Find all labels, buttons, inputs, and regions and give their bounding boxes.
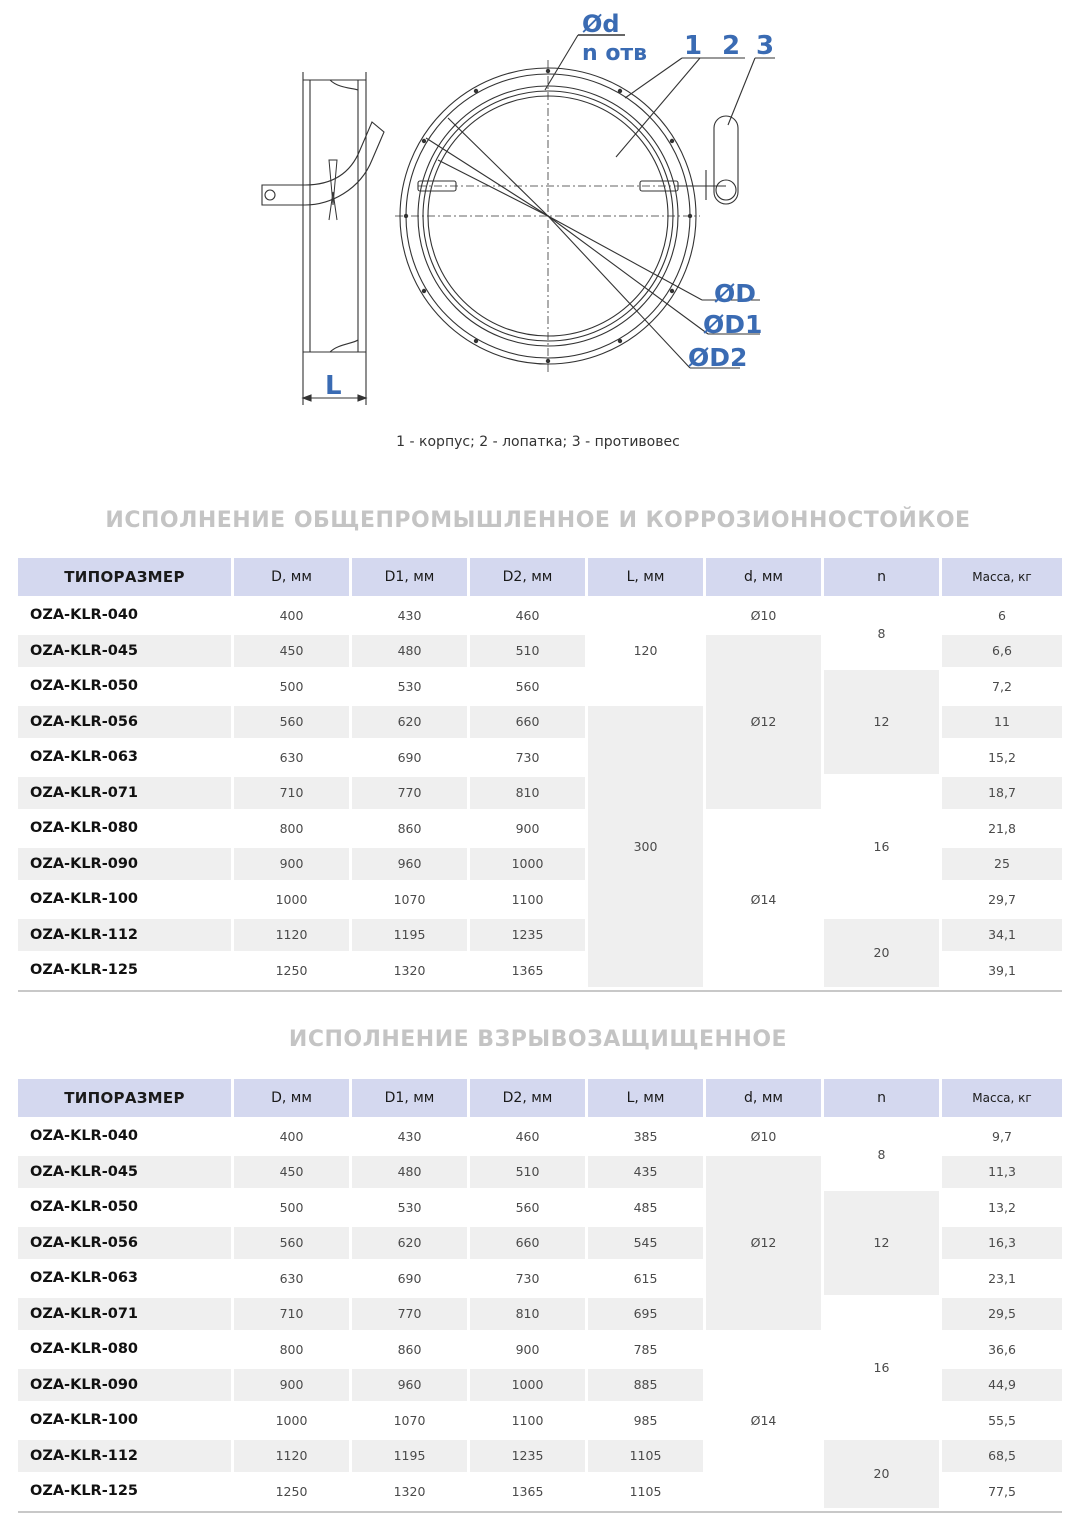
D2-cell: 560 [470, 1191, 588, 1227]
L-cell: 545 [588, 1227, 706, 1263]
D1-cell: 1320 [352, 954, 470, 990]
part1-label: 1 [684, 31, 703, 61]
D2-cell: 660 [470, 1227, 588, 1263]
part3-label: 3 [756, 31, 775, 61]
D2-cell: 1100 [470, 1404, 588, 1440]
mass-cell: 34,1 [942, 919, 1062, 955]
spec-table-general [18, 558, 1062, 992]
size-cell: OZA-KLR-063 [18, 741, 234, 777]
n-cell: 12 [824, 1191, 942, 1298]
D1-cell: 960 [352, 1369, 470, 1405]
table-header-row [18, 558, 1062, 599]
mass-cell: 36,6 [942, 1333, 1062, 1369]
mass-cell: 18,7 [942, 777, 1062, 813]
D1-cell: 860 [352, 1333, 470, 1369]
mass-cell: 77,5 [942, 1475, 1062, 1511]
diameter-D2-label: ØD2 [688, 343, 748, 372]
mass-cell: 16,3 [942, 1227, 1062, 1263]
mass-cell: 68,5 [942, 1440, 1062, 1476]
D1-cell: 620 [352, 706, 470, 742]
n-cell: 16 [824, 1298, 942, 1440]
D-cell: 1000 [234, 1404, 352, 1440]
size-cell: OZA-KLR-063 [18, 1262, 234, 1298]
D-cell: 900 [234, 848, 352, 884]
D-cell: 560 [234, 1227, 352, 1263]
col-header-size: ТИПОРАЗМЕР [18, 1079, 234, 1120]
mass-cell: 29,5 [942, 1298, 1062, 1334]
part2-label: 2 [722, 31, 741, 61]
d-cell: Ø10 [706, 599, 824, 635]
col-header-D2: D2, мм [470, 1079, 588, 1120]
D2-cell: 1365 [470, 954, 588, 990]
D1-cell: 690 [352, 741, 470, 777]
size-cell: OZA-KLR-112 [18, 919, 234, 955]
D1-cell: 1195 [352, 919, 470, 955]
D-cell: 400 [234, 599, 352, 635]
section-title-general: ИСПОЛНЕНИЕ ОБЩЕПРОМЫШЛЕННОЕ И КОРРОЗИОННОСТОЙКОЕ [105, 508, 971, 533]
damper-drawing [0, 0, 1076, 470]
diameter-D-label: ØD [714, 279, 757, 308]
size-cell: OZA-KLR-080 [18, 1333, 234, 1369]
mass-cell: 7,2 [942, 670, 1062, 706]
D1-cell: 480 [352, 1156, 470, 1192]
D-cell: 630 [234, 1262, 352, 1298]
D1-cell: 620 [352, 1227, 470, 1263]
D2-cell: 730 [470, 1262, 588, 1298]
table-row [18, 1298, 1062, 1334]
D2-cell: 900 [470, 812, 588, 848]
size-cell: OZA-KLR-080 [18, 812, 234, 848]
col-header-d: d, мм [706, 1079, 824, 1120]
n-cell: 16 [824, 777, 942, 919]
col-header-d: d, мм [706, 558, 824, 599]
size-cell: OZA-KLR-040 [18, 1120, 234, 1156]
mass-cell: 29,7 [942, 883, 1062, 919]
D2-cell: 660 [470, 706, 588, 742]
D1-cell: 1070 [352, 883, 470, 919]
D1-cell: 960 [352, 848, 470, 884]
mass-cell: 6,6 [942, 635, 1062, 671]
D-cell: 900 [234, 1369, 352, 1405]
D1-cell: 770 [352, 1298, 470, 1334]
mass-cell: 25 [942, 848, 1062, 884]
d-cell: Ø12 [706, 1156, 824, 1334]
size-cell: OZA-KLR-056 [18, 706, 234, 742]
D-cell: 560 [234, 706, 352, 742]
d-cell: Ø14 [706, 812, 824, 990]
L-cell: 885 [588, 1369, 706, 1405]
D2-cell: 1235 [470, 1440, 588, 1476]
D2-cell: 510 [470, 1156, 588, 1192]
D2-cell: 1100 [470, 883, 588, 919]
size-cell: OZA-KLR-050 [18, 1191, 234, 1227]
table-row [18, 1120, 1062, 1156]
table-row [18, 670, 1062, 706]
n-holes-label: n отв [582, 41, 648, 66]
D1-cell: 860 [352, 812, 470, 848]
col-header-mass: Масса, кг [942, 558, 1062, 599]
D1-cell: 480 [352, 635, 470, 671]
D2-cell: 810 [470, 777, 588, 813]
col-header-D: D, мм [234, 1079, 352, 1120]
D-cell: 400 [234, 1120, 352, 1156]
mass-cell: 11 [942, 706, 1062, 742]
D1-cell: 430 [352, 1120, 470, 1156]
section-title-explosion-proof: ИСПОЛНЕНИЕ ВЗРЫВОЗАЩИЩЕННОЕ [288, 1027, 788, 1052]
D2-cell: 1365 [470, 1475, 588, 1511]
mass-cell: 39,1 [942, 954, 1062, 990]
col-header-n: n [824, 558, 942, 599]
size-cell: OZA-KLR-071 [18, 1298, 234, 1334]
D-cell: 1120 [234, 1440, 352, 1476]
L-cell: 385 [588, 1120, 706, 1156]
col-header-D1: D1, мм [352, 558, 470, 599]
table-row [18, 919, 1062, 955]
mass-cell: 21,8 [942, 812, 1062, 848]
D-cell: 800 [234, 1333, 352, 1369]
size-cell: OZA-KLR-045 [18, 1156, 234, 1192]
col-header-mass: Масса, кг [942, 1079, 1062, 1120]
size-cell: OZA-KLR-100 [18, 883, 234, 919]
n-cell: 8 [824, 599, 942, 670]
size-cell: OZA-KLR-071 [18, 777, 234, 813]
L-cell: 435 [588, 1156, 706, 1192]
D2-cell: 460 [470, 599, 588, 635]
col-header-D: D, мм [234, 558, 352, 599]
D-cell: 500 [234, 1191, 352, 1227]
D1-cell: 1070 [352, 1404, 470, 1440]
spec-table-explosion-proof [18, 1079, 1062, 1513]
col-header-L: L, мм [588, 1079, 706, 1120]
D-cell: 1000 [234, 883, 352, 919]
D-cell: 500 [234, 670, 352, 706]
mass-cell: 23,1 [942, 1262, 1062, 1298]
mass-cell: 6 [942, 599, 1062, 635]
L-cell: 695 [588, 1298, 706, 1334]
D1-cell: 770 [352, 777, 470, 813]
mass-cell: 13,2 [942, 1191, 1062, 1227]
D-cell: 710 [234, 777, 352, 813]
col-header-D1: D1, мм [352, 1079, 470, 1120]
table-row [18, 777, 1062, 813]
size-cell: OZA-KLR-125 [18, 954, 234, 990]
size-cell: OZA-KLR-040 [18, 599, 234, 635]
L-cell: 300 [588, 706, 706, 990]
size-cell: OZA-KLR-090 [18, 848, 234, 884]
d-hole-label: Ød [582, 10, 620, 38]
L-cell: 120 [588, 599, 706, 706]
d-cell: Ø12 [706, 635, 824, 813]
n-cell: 8 [824, 1120, 942, 1191]
table-row [18, 1191, 1062, 1227]
D2-cell: 560 [470, 670, 588, 706]
diameter-D1-label: ØD1 [703, 310, 763, 339]
D-cell: 1250 [234, 1475, 352, 1511]
size-cell: OZA-KLR-125 [18, 1475, 234, 1511]
D-cell: 1120 [234, 919, 352, 955]
D2-cell: 460 [470, 1120, 588, 1156]
size-cell: OZA-KLR-045 [18, 635, 234, 671]
D-cell: 630 [234, 741, 352, 777]
D1-cell: 530 [352, 1191, 470, 1227]
D1-cell: 1195 [352, 1440, 470, 1476]
n-cell: 12 [824, 670, 942, 777]
D2-cell: 510 [470, 635, 588, 671]
col-header-size: ТИПОРАЗМЕР [18, 558, 234, 599]
D2-cell: 1000 [470, 1369, 588, 1405]
L-cell: 1105 [588, 1440, 706, 1476]
D2-cell: 1235 [470, 919, 588, 955]
D2-cell: 1000 [470, 848, 588, 884]
d-cell: Ø14 [706, 1333, 824, 1511]
mass-cell: 44,9 [942, 1369, 1062, 1405]
table-row [18, 599, 1062, 635]
col-header-L: L, мм [588, 558, 706, 599]
size-cell: OZA-KLR-056 [18, 1227, 234, 1263]
L-cell: 485 [588, 1191, 706, 1227]
table-row [18, 1440, 1062, 1476]
L-cell: 985 [588, 1404, 706, 1440]
D-cell: 710 [234, 1298, 352, 1334]
d-cell: Ø10 [706, 1120, 824, 1156]
D2-cell: 900 [470, 1333, 588, 1369]
D1-cell: 690 [352, 1262, 470, 1298]
length-L-label: L [325, 371, 342, 401]
size-cell: OZA-KLR-090 [18, 1369, 234, 1405]
size-cell: OZA-KLR-050 [18, 670, 234, 706]
D1-cell: 1320 [352, 1475, 470, 1511]
n-cell: 20 [824, 919, 942, 990]
n-cell: 20 [824, 1440, 942, 1511]
side-view [262, 72, 384, 405]
table-header-row [18, 1079, 1062, 1120]
size-cell: OZA-KLR-112 [18, 1440, 234, 1476]
col-header-n: n [824, 1079, 942, 1120]
mass-cell: 9,7 [942, 1120, 1062, 1156]
parts-legend: 1 - корпус; 2 - лопатка; 3 - противовес [396, 434, 680, 450]
D2-cell: 730 [470, 741, 588, 777]
L-cell: 785 [588, 1333, 706, 1369]
mass-cell: 55,5 [942, 1404, 1062, 1440]
col-header-D2: D2, мм [470, 558, 588, 599]
D-cell: 450 [234, 635, 352, 671]
mass-cell: 15,2 [942, 741, 1062, 777]
D1-cell: 530 [352, 670, 470, 706]
L-cell: 615 [588, 1262, 706, 1298]
D-cell: 800 [234, 812, 352, 848]
D-cell: 1250 [234, 954, 352, 990]
L-cell: 1105 [588, 1475, 706, 1511]
mass-cell: 11,3 [942, 1156, 1062, 1192]
D2-cell: 810 [470, 1298, 588, 1334]
D-cell: 450 [234, 1156, 352, 1192]
D1-cell: 430 [352, 599, 470, 635]
size-cell: OZA-KLR-100 [18, 1404, 234, 1440]
